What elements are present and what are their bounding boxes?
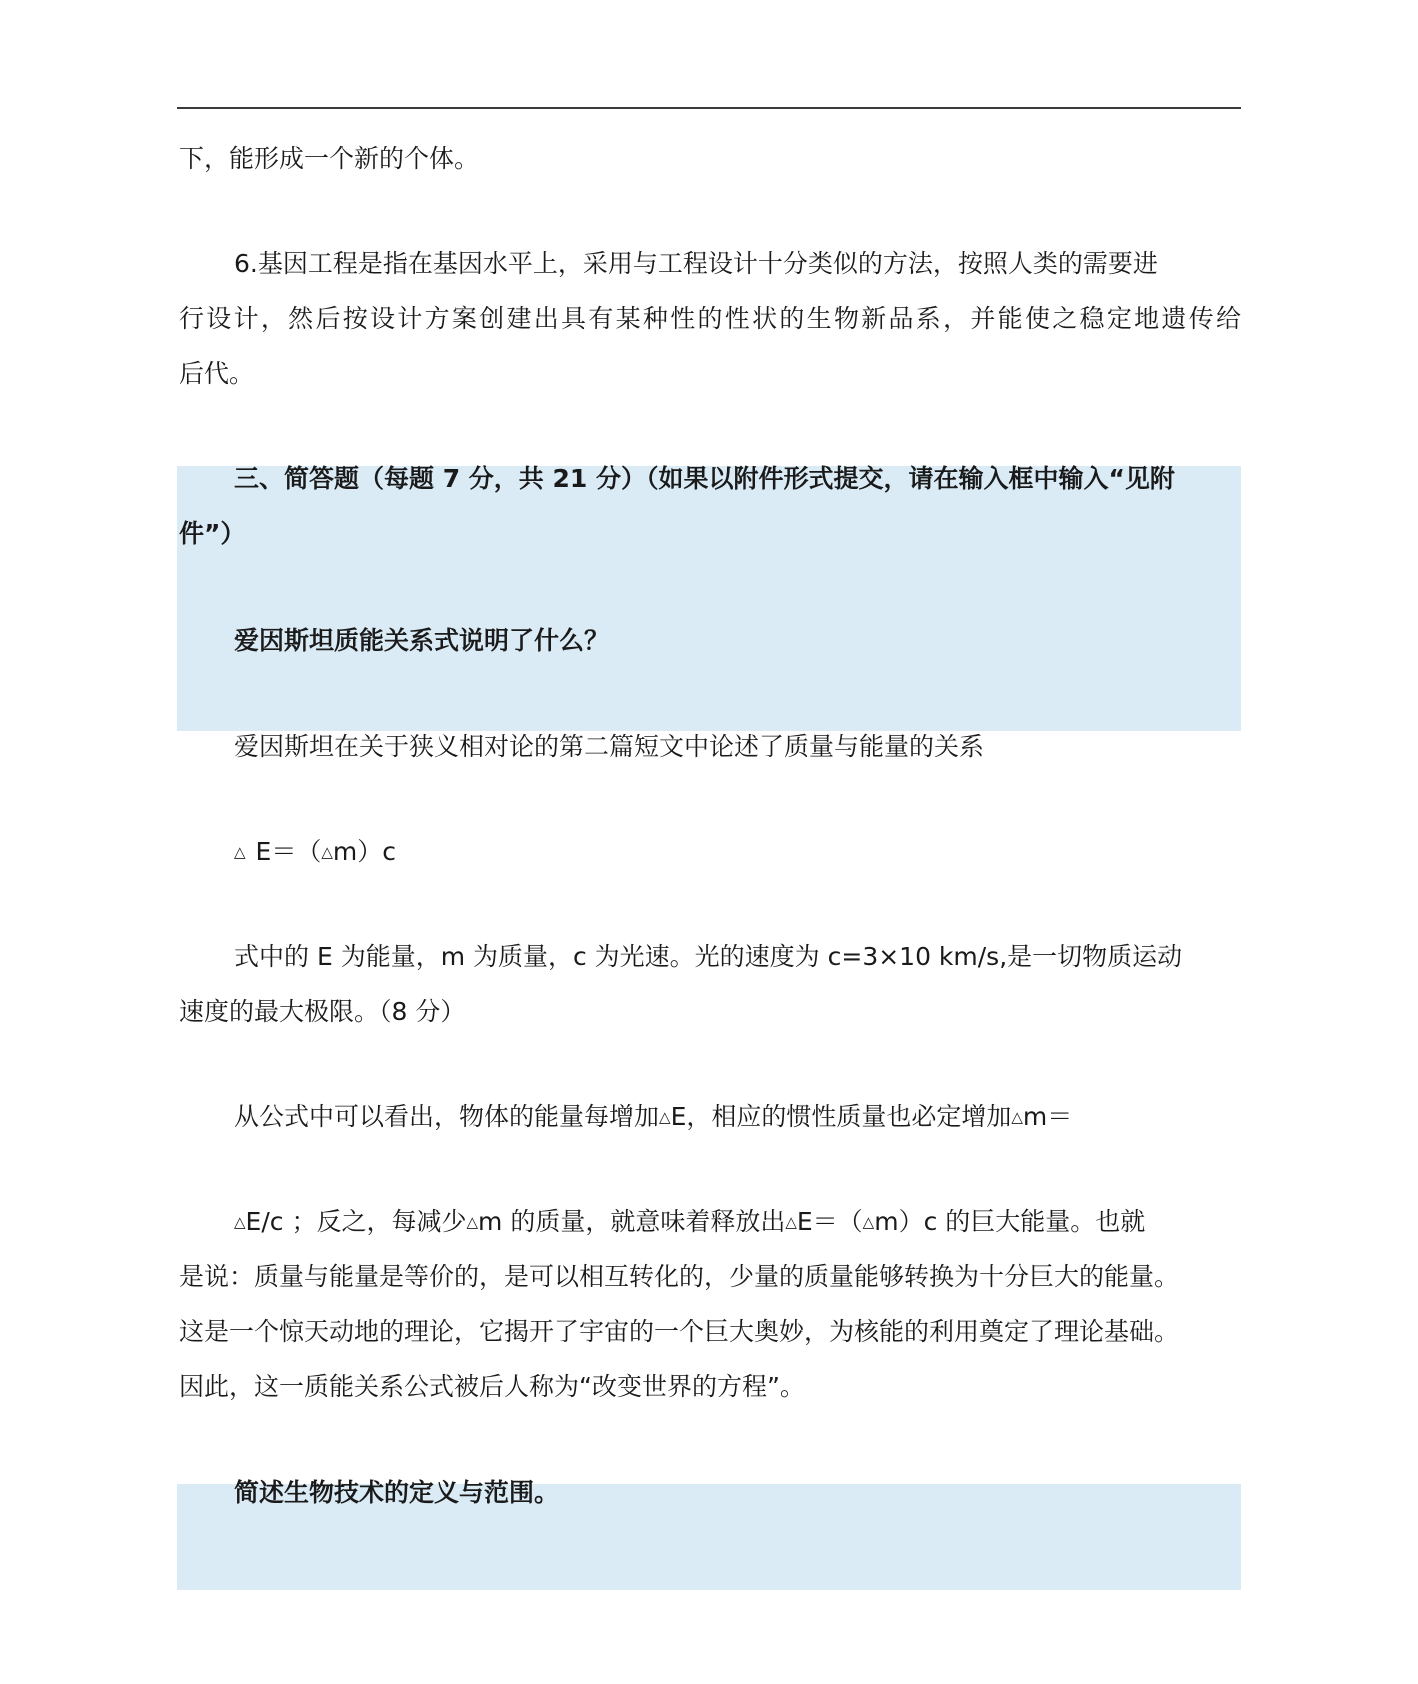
derive-text: m）c 的巨大能量。也就 [874,1207,1146,1236]
q1-explain-line2: 速度的最大极限。（8 分） [179,997,466,1026]
q2-question: 简述生物技术的定义与范围。 [234,1478,560,1507]
continuation-line: 下，能形成一个新的个体。 [179,144,480,173]
q1-conclusion-line1: 是说：质量与能量是等价的，是可以相互转化的，少量的质量能够转换为十分巨大的能量。 [179,1262,1180,1291]
derive-text: E＝（ [796,1207,863,1236]
q1-conclusion-line2: 这是一个惊天动地的理论，它揭开了宇宙的一个巨大奥妙，为核能的利用奠定了理论基础。 [179,1317,1180,1346]
derive-text: m 的质量，就意味着释放出 [478,1207,786,1236]
delta-symbol: △ [466,1213,479,1231]
section3-question-shade [177,466,1241,731]
derive-text: m＝ [1022,1102,1073,1131]
derive-text: 从公式中可以看出，物体的能量每增加 [234,1102,660,1131]
formula-text: E＝（ [255,837,322,866]
q1-answer-intro: 爱因斯坦在关于狭义相对论的第二篇短文中论述了质量与能量的关系 [234,732,985,761]
delta-symbol: △ [234,1213,246,1231]
delta-symbol: △ [862,1213,875,1231]
item6-line3: 后代。 [179,359,255,388]
formula-text: m）c [332,837,396,866]
q1-derive-line2 [234,1202,1298,1242]
derive-text: E/c ；反之，每减少 [245,1207,467,1236]
delta-symbol: △ [321,843,333,861]
delta-symbol: △ [234,843,246,861]
q1-formula [234,832,1298,872]
section3-heading-line1: 三、简答题（每题 7 分，共 21 分）（如果以附件形式提交，请在输入框中输入“见附 [234,464,1175,493]
derive-text: E，相应的惯性质量也必定增加 [670,1102,1012,1131]
item6-line1: 6.基因工程是指在基因水平上，采用与工程设计十分类似的方法，按照人类的需要进 [234,249,1158,278]
header-rule [177,107,1241,109]
delta-symbol: △ [785,1213,797,1231]
delta-symbol: △ [659,1108,671,1126]
section3-heading-line2: 件”） [179,519,246,548]
delta-symbol: △ [1011,1108,1023,1126]
q1-explain-line1: 式中的 E 为能量，m 为质量，c 为光速。光的速度为 c=3×10 km/s,是一切物质运动 [234,942,1183,971]
q1-conclusion-line3: 因此，这一质能关系公式被后人称为“改变世界的方程”。 [179,1372,805,1401]
q1-derive-line1 [234,1097,1298,1137]
q1-question: 爱因斯坦质能关系式说明了什么？ [234,626,610,655]
item6-line2: 行设计，然后按设计方案创建出具有某种性的性状的生物新品系，并能使之稳定地遗传给 [179,304,1241,333]
